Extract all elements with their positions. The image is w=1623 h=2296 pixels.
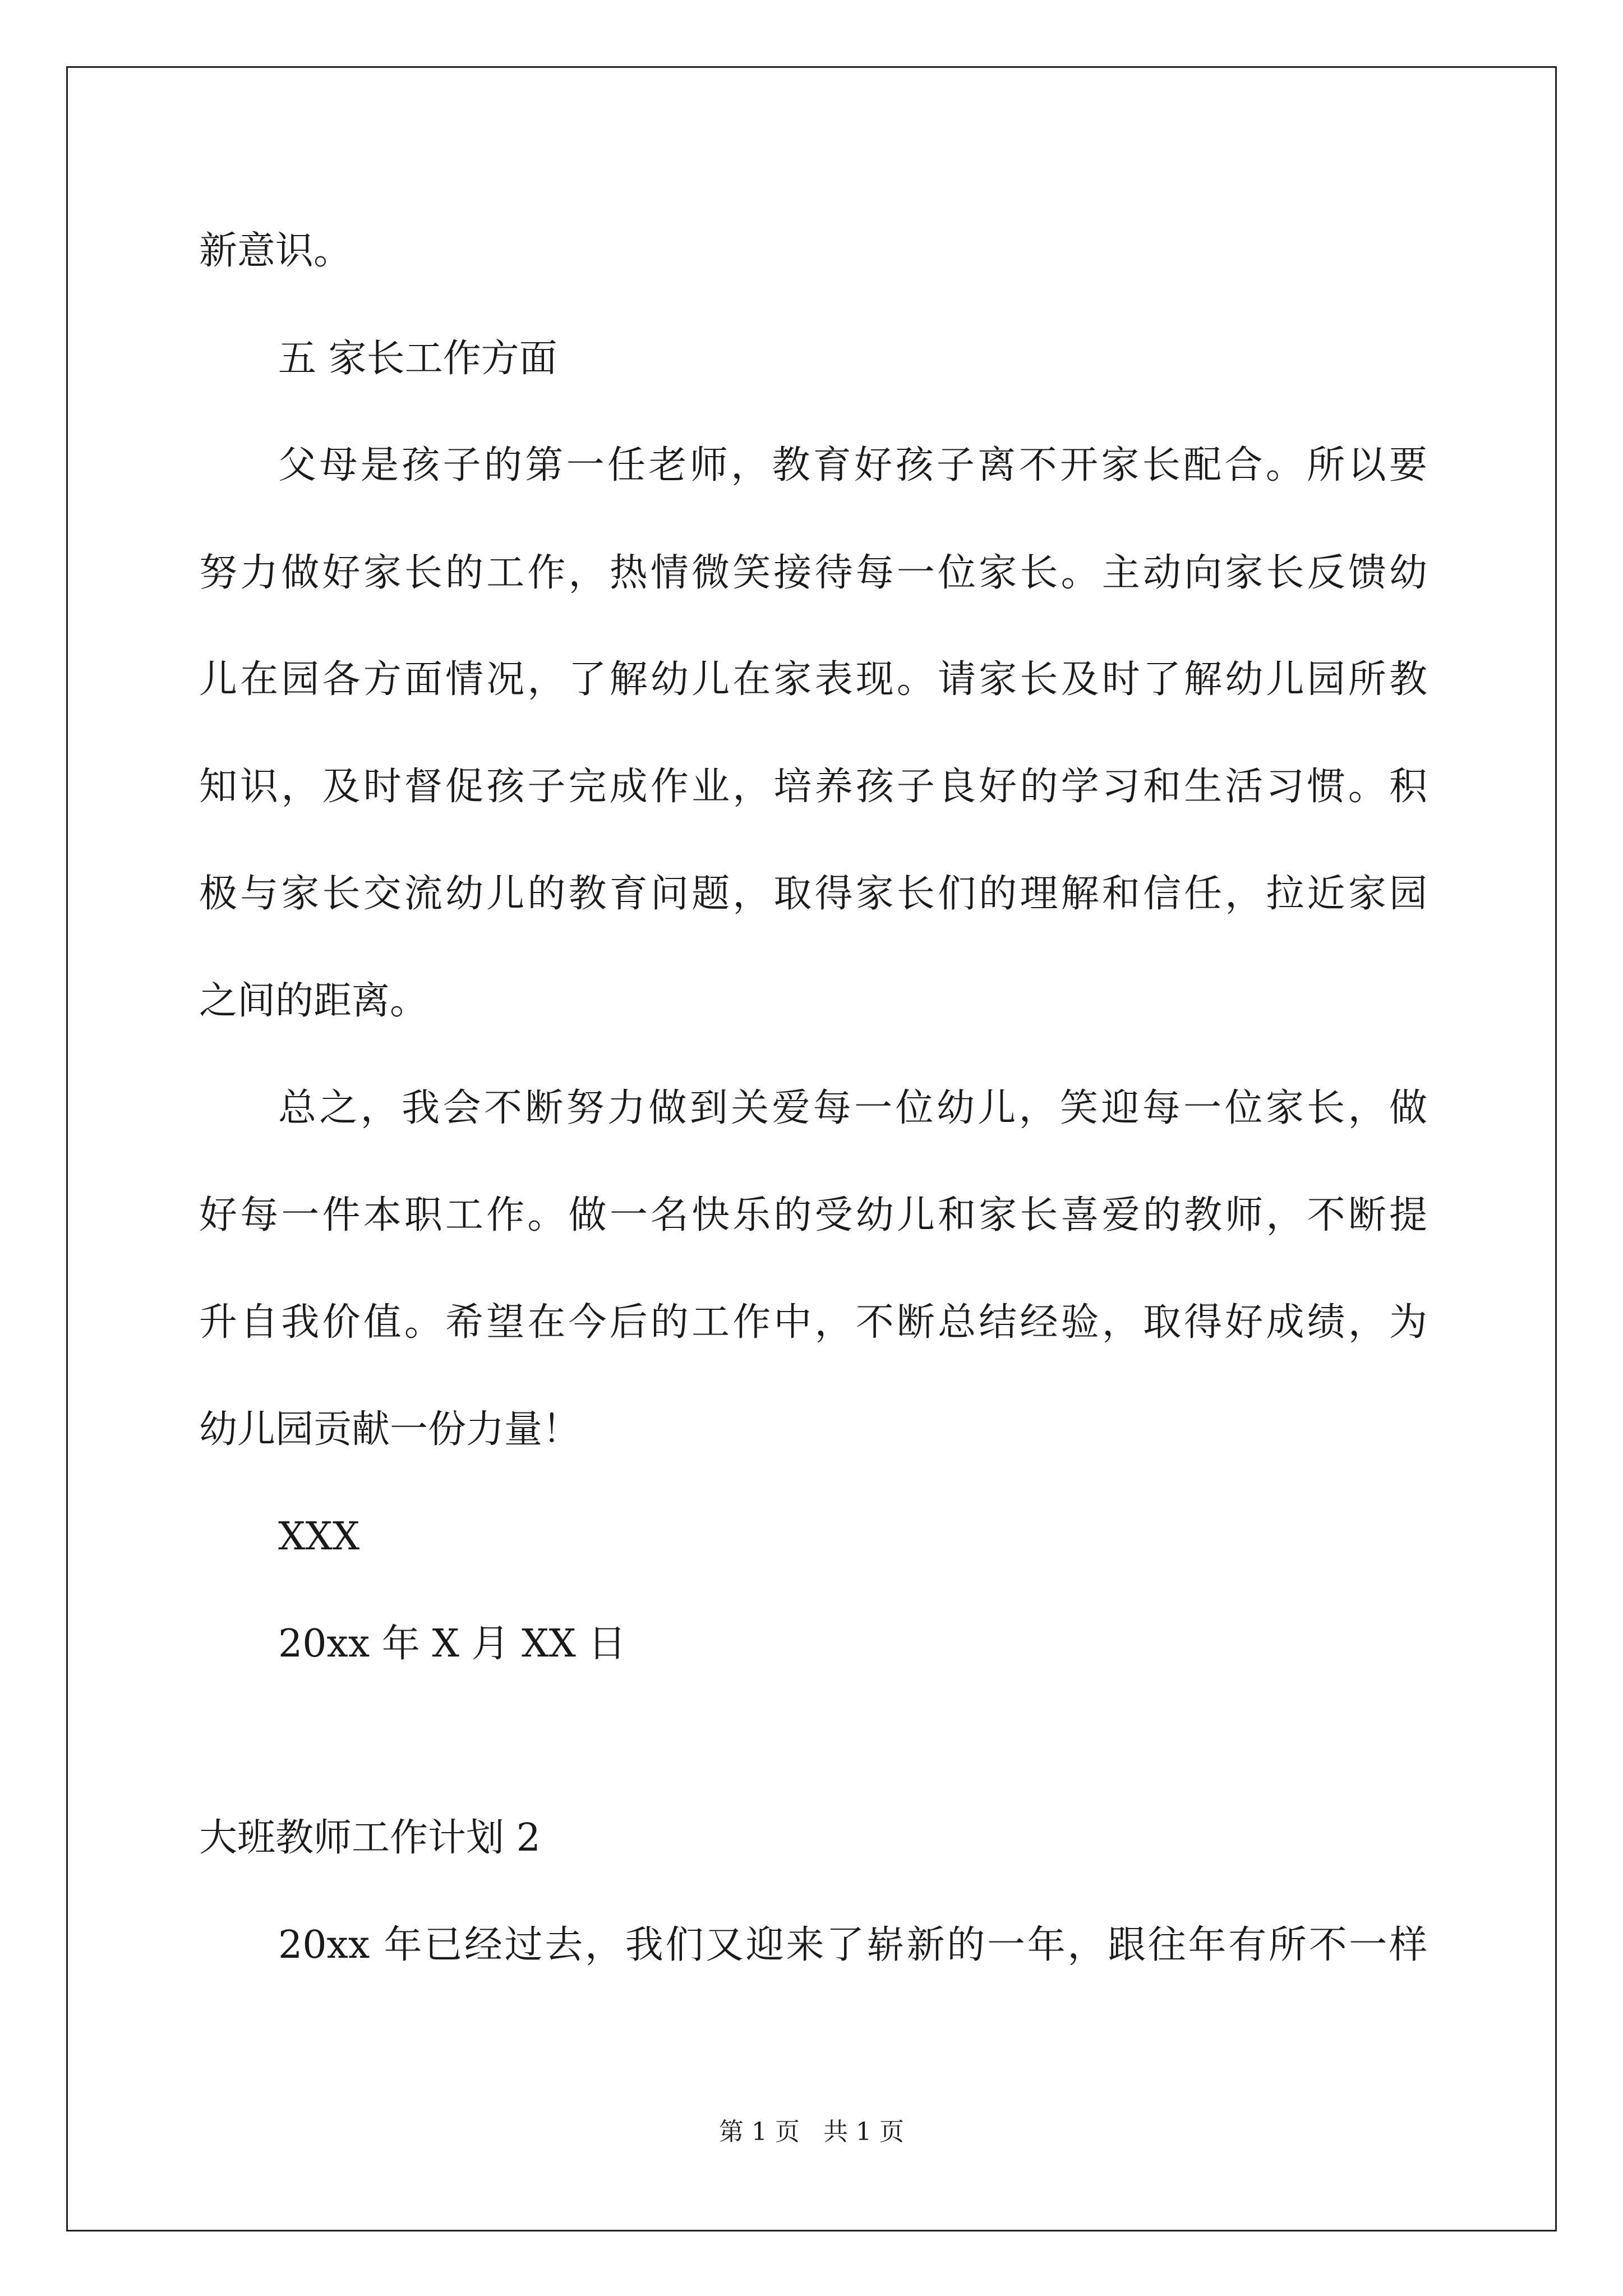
signature-date: 20xx 年 X 月 XX 日: [278, 1622, 626, 1666]
section-title: 大班教师工作计划 2: [199, 1816, 541, 1860]
paragraph-line: 努力做好家长的工作，热情微笑接待每一位家长。主动向家长反馈幼: [199, 551, 1427, 595]
paragraph-line: 升自我价值。希望在今后的工作中，不断总结经验，取得好成绩，为: [199, 1300, 1427, 1345]
paragraph-line: 极与家长交流幼儿的教育问题，取得家长们的理解和信任，拉近家园: [199, 872, 1427, 916]
paragraph-line: 知识，及时督促孩子完成作业，培养孩子良好的学习和生活习惯。积: [199, 765, 1427, 809]
paragraph-line: 幼儿园贡献一份力量！: [199, 1407, 581, 1452]
signature-name: XXX: [278, 1515, 360, 1559]
page-footer: 第 1 页 共 1 页: [719, 2118, 904, 2146]
section-heading: 五 家长工作方面: [278, 337, 557, 381]
page-border: [66, 66, 1557, 2231]
paragraph-line: 20xx 年已经过去，我们又迎来了崭新的一年，跟往年有所不一样: [278, 1923, 1427, 1967]
paragraph-line: 好每一件本职工作。做一名快乐的受幼儿和家长喜爱的教师，不断提: [199, 1193, 1427, 1237]
paragraph-line: 儿在园各方面情况，了解幼儿在家表现。请家长及时了解幼儿园所教: [199, 657, 1427, 702]
paragraph-line: 总之，我会不断努力做到关爱每一位幼儿，笑迎每一位家长，做: [278, 1086, 1427, 1130]
paragraph-line: 之间的距离。: [199, 979, 428, 1023]
paragraph-line: 新意识。: [199, 229, 352, 273]
paragraph-line: 父母是孩子的第一任老师，教育好孩子离不开家长配合。所以要: [278, 443, 1427, 487]
